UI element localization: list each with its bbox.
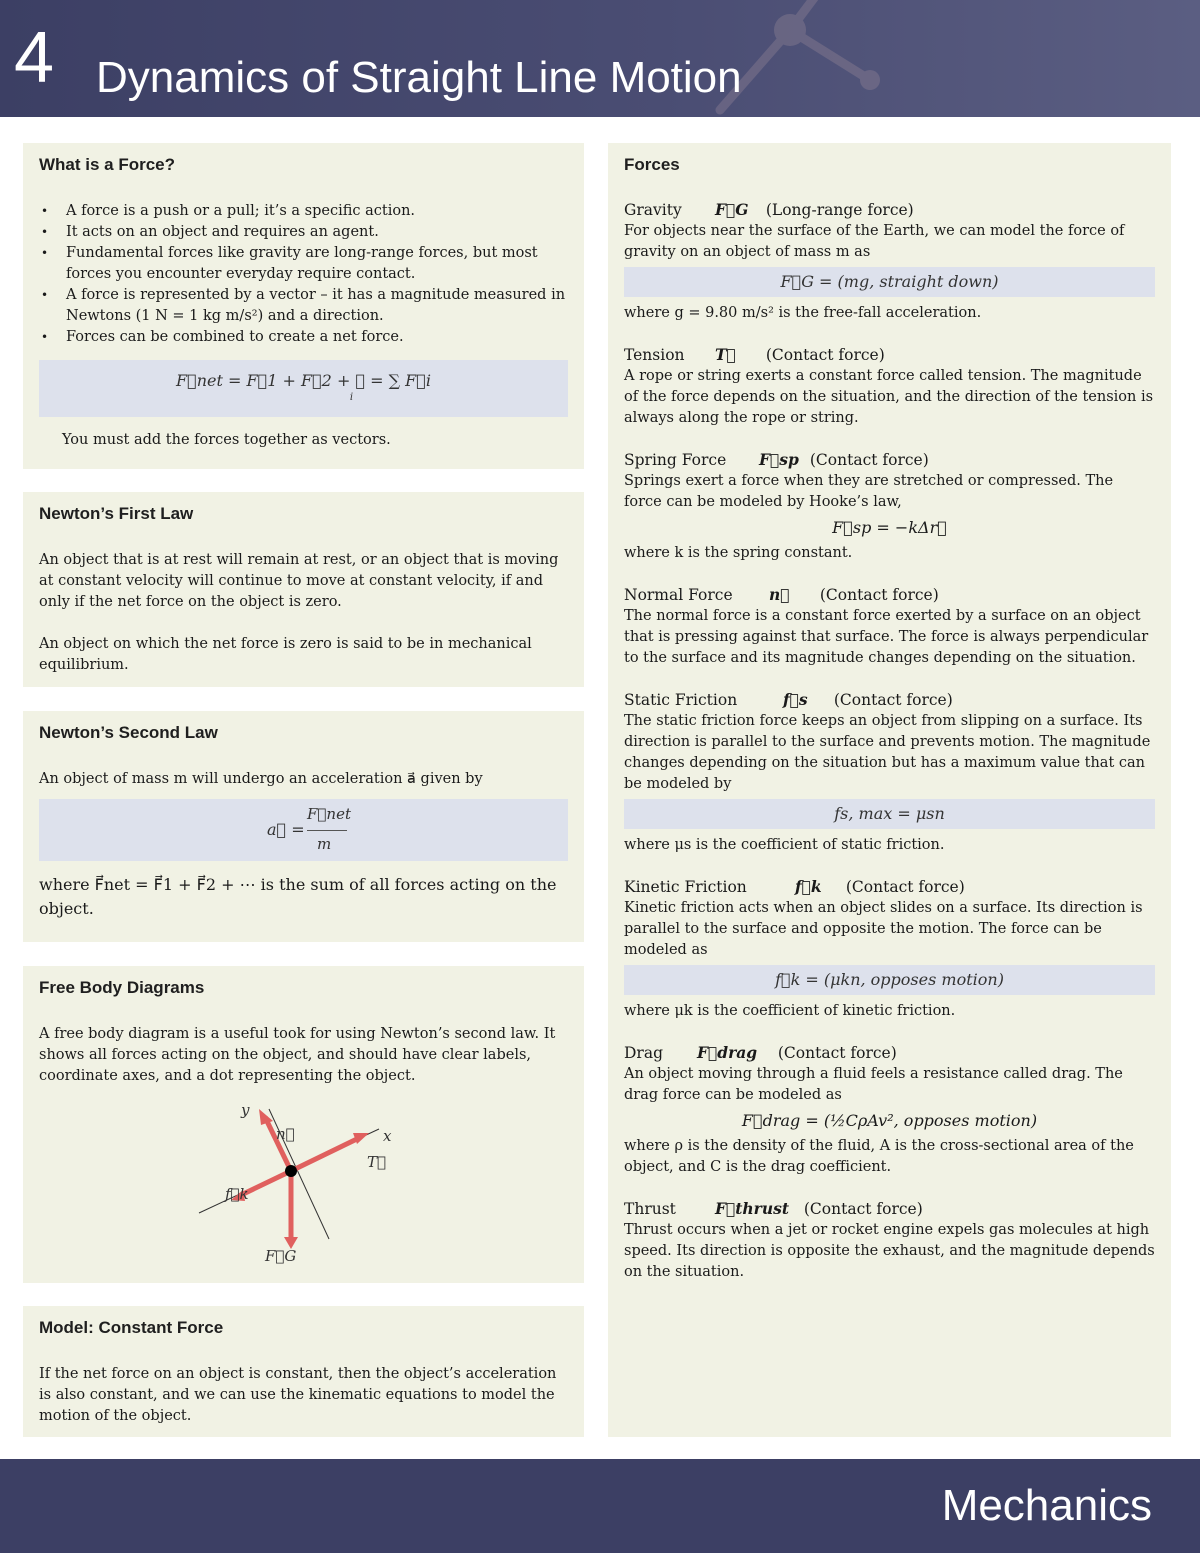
force-name: Tension — [624, 346, 685, 364]
force-type: (Contact force) — [777, 1044, 897, 1062]
force-spring — [624, 449, 1155, 564]
equilibrium-text: An object on which the net force is zero is said to be in mechanical equilibrium. — [39, 636, 532, 673]
force-type: (Contact force) — [765, 346, 885, 364]
force-gravity — [624, 199, 1155, 324]
force-description: For objects near the surface of the Earth, we can model the force of gravity on an object of mass m as — [624, 223, 1125, 260]
vector-note: You must add the forces together as vectors. — [62, 432, 391, 448]
force-symbol: n⃗ — [768, 585, 790, 604]
force-type: (Contact force) — [845, 878, 965, 896]
subject-label: Mechanics — [941, 1481, 1152, 1530]
page-header — [0, 0, 1200, 117]
force-description: The static friction force keeps an object from slipping on a surface. Its direction is parallel to the surface and prevents motion. The magnitude changes depending on the situation but has a maximum value that can be modeled by — [624, 713, 1151, 792]
tension-label: T⃗ — [367, 1153, 387, 1171]
second-law-section — [23, 711, 584, 942]
fbd-text: A free body diagram is a useful took for using Newton’s second law. It shows all forces acting on the object, and should have clear labels, coordinate axes, and a dot representing the object. — [39, 1026, 556, 1084]
section-title: Forces — [624, 155, 680, 174]
normal-force-arrowhead — [259, 1109, 273, 1125]
force-kinetic-friction — [624, 876, 1155, 1022]
second-law-intro: An object of mass m will undergo an acceleration a⃗ given by — [39, 771, 483, 787]
force-type: (Contact force) — [809, 451, 929, 469]
section-title: Newton’s First Law — [39, 504, 194, 523]
force-type: (Long-range force) — [765, 201, 914, 219]
list-item: • Fundamental forces like gravity are long-range forces, but most forces you encounter everyday require contact. — [39, 243, 568, 285]
force-description: Kinetic friction acts when an object slides on a surface. Its direction is parallel to the surface and opposite the motion. The force can be modeled as — [624, 900, 1143, 958]
force-note: where ρ is the density of the fluid, A is the cross-sectional area of the object, and C is the drag coefficient. — [624, 1138, 1134, 1175]
force-normal — [624, 584, 1155, 669]
list-item: • A force is represented by a vector – it has a magnitude measured in Newtons (1 N = 1 kg m/s²) and a direction. — [39, 285, 568, 327]
list-item: • A force is a push or a pull; it’s a specific action. — [39, 201, 568, 222]
kinetic-friction-equation: f⃗k = (μkn, opposes motion) — [624, 965, 1155, 995]
kinetic-friction-label: f⃗k — [225, 1185, 249, 1203]
force-static-friction — [624, 689, 1155, 856]
force-symbol: f⃗s — [782, 690, 808, 709]
list-item: • It acts on an object and requires an agent. — [39, 222, 568, 243]
section-title: What is a Force? — [39, 155, 176, 174]
force-symbol: F⃗thrust — [714, 1199, 789, 1218]
net-force-note: where F⃗net = F⃗1 + F⃗2 + ⋯ is the sum of all forces acting on the object. — [39, 875, 557, 918]
force-name: Thrust — [624, 1200, 676, 1218]
force-thrust — [624, 1198, 1155, 1283]
force-bullets — [39, 201, 568, 348]
force-name: Kinetic Friction — [624, 878, 747, 896]
force-name: Gravity — [624, 201, 682, 219]
first-law-text: An object that is at rest will remain at rest, or an object that is moving at constant velocity will continue to move at constant velocity, if and only if the net force on the object is zero. — [39, 552, 559, 610]
drag-equation: F⃗drag = (½CρAv², opposes motion) — [741, 1111, 1038, 1130]
constant-force-text: If the net force on an object is constant, then the object’s acceleration is also constant, and we can use the kinematic equations to model the motion of the object. — [39, 1366, 557, 1424]
first-law-section — [23, 492, 584, 687]
force-symbol: f⃗k — [794, 877, 822, 896]
constant-force-section — [23, 1306, 584, 1437]
object-dot — [285, 1165, 297, 1177]
section-title: Newton’s Second Law — [39, 723, 218, 742]
force-symbol: F⃗sp — [758, 450, 799, 469]
force-tension — [624, 344, 1155, 429]
gravity-equation: F⃗G = (mg, straight down) — [624, 267, 1155, 297]
free-body-diagram — [39, 1099, 568, 1271]
force-description: A rope or string exerts a constant force called tension. The magnitude of the force depends on the situation, and the direction of the tension is always along the rope or string. — [624, 368, 1154, 426]
force-description: An object moving through a fluid feels a resistance called drag. The drag force can be modeled as — [624, 1066, 1123, 1103]
static-friction-equation: fs, max = μsn — [624, 799, 1155, 829]
normal-force-label: n⃗ — [276, 1125, 295, 1143]
gravity-label: F⃗G — [265, 1247, 297, 1265]
force-description: Springs exert a force when they are stretched or compressed. The force can be modeled by Hooke’s law, — [624, 473, 1114, 510]
list-item: • Forces can be combined to create a net force. — [39, 327, 568, 348]
second-law-equation: a⃗ = F⃗net m — [39, 799, 568, 861]
force-symbol: T⃗ — [714, 345, 736, 364]
net-force-equation: F⃗net = F⃗1 + F⃗2 + ⋯ = ∑ F⃗i i — [39, 360, 568, 417]
forces-section — [608, 143, 1171, 1437]
force-type: (Contact force) — [819, 586, 939, 604]
force-symbol: F⃗G — [714, 200, 749, 219]
tension-arrow — [291, 1137, 361, 1171]
force-type: (Contact force) — [803, 1200, 923, 1218]
y-axis-label: y — [241, 1101, 250, 1119]
force-name: Drag — [624, 1044, 663, 1062]
section-title: Model: Constant Force — [39, 1318, 224, 1337]
page-footer — [0, 1459, 1200, 1553]
chapter-number: 4 — [14, 18, 55, 98]
spring-equation: F⃗sp = −kΔr⃗ — [832, 518, 947, 537]
force-description: The normal force is a constant force exerted by a surface on an object that is pressing against that surface. The force is always perpendicular to the surface and its magnitude changes depending on the situation. — [624, 608, 1149, 666]
force-name: Static Friction — [624, 691, 738, 709]
force-note: where μk is the coefficient of kinetic friction. — [624, 1003, 956, 1019]
force-note: where k is the spring constant. — [624, 545, 853, 561]
force-name: Spring Force — [624, 451, 727, 469]
page-title: Dynamics of Straight Line Motion — [96, 53, 742, 102]
force-symbol: F⃗drag — [696, 1043, 758, 1062]
force-drag — [624, 1042, 1155, 1178]
x-axis-label: x — [383, 1127, 392, 1145]
force-note: where g = 9.80 m/s² is the free-fall acceleration. — [624, 305, 982, 321]
force-type: (Contact force) — [833, 691, 953, 709]
section-title: Free Body Diagrams — [39, 978, 205, 997]
what-is-force-section — [23, 143, 584, 469]
force-name: Normal Force — [624, 586, 733, 604]
force-note: where μs is the coefficient of static friction. — [624, 837, 945, 853]
force-description: Thrust occurs when a jet or rocket engine expels gas molecules at high speed. Its direction is opposite the exhaust, and the magnitude depends on the situation. — [624, 1222, 1155, 1280]
fbd-section — [23, 966, 584, 1283]
